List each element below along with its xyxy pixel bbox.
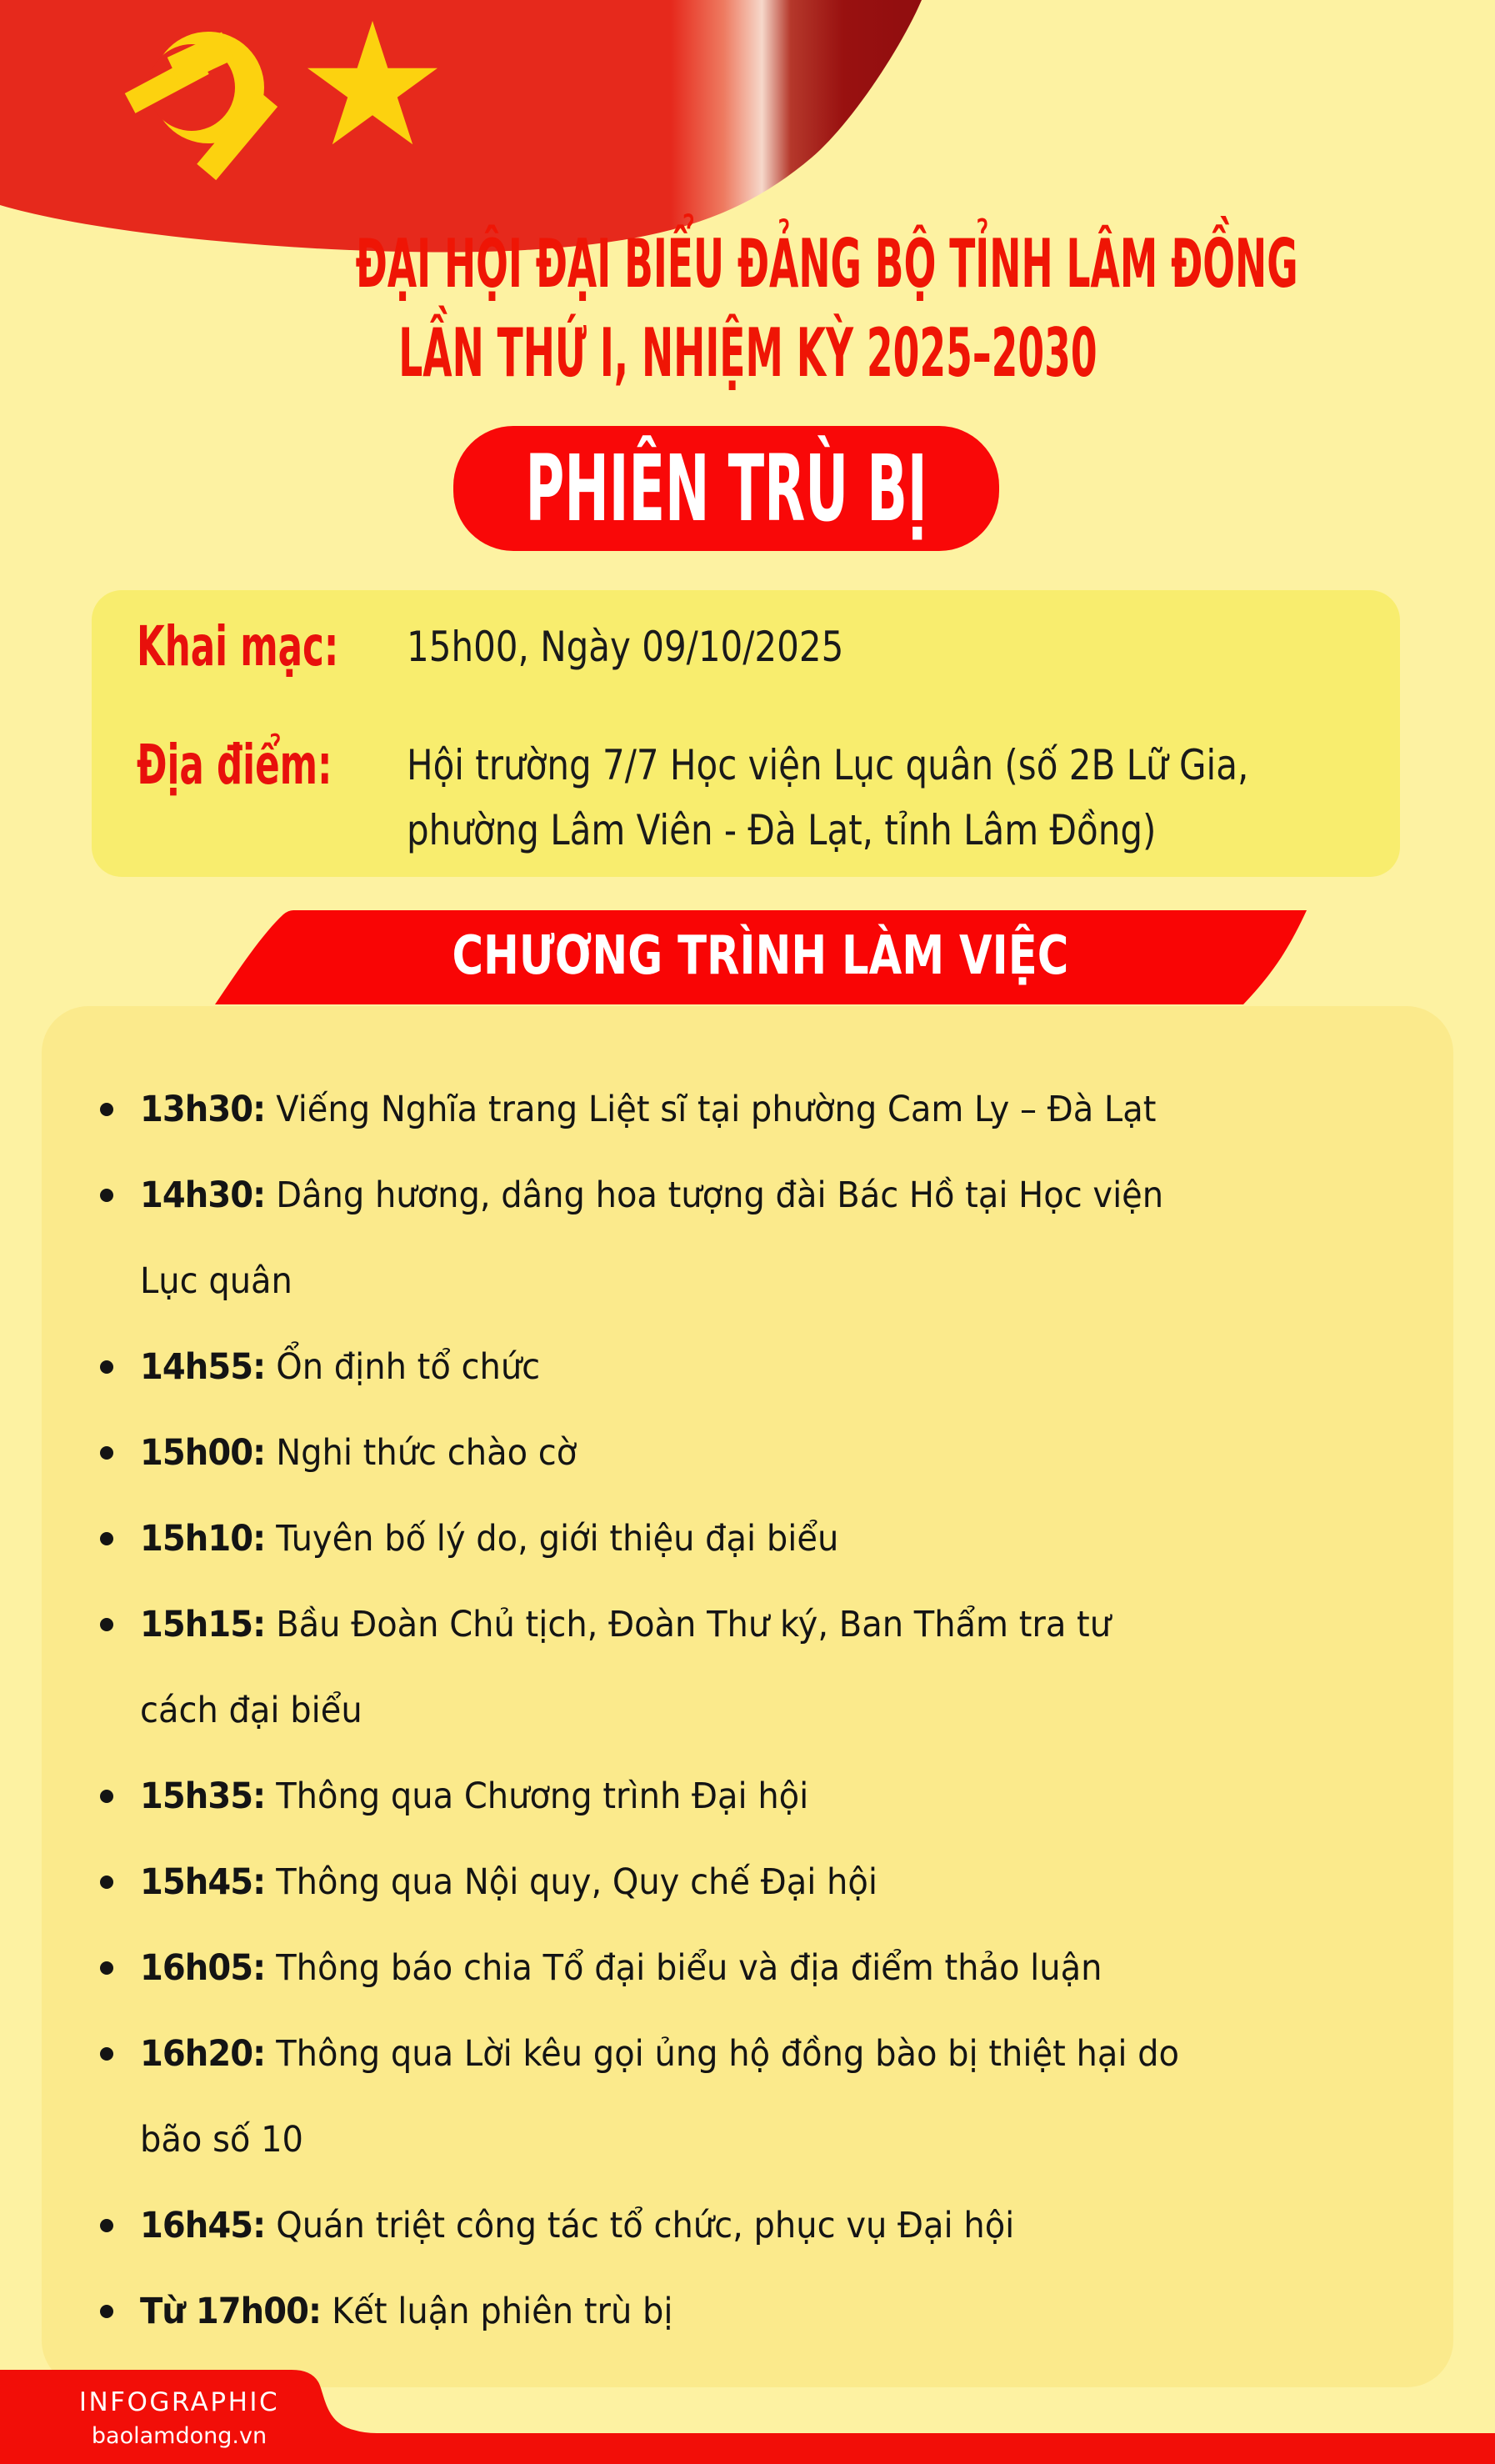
- agenda-item-text2: Lục quân: [140, 1260, 292, 1302]
- bullet-icon: [100, 2047, 113, 2061]
- bullet-icon: [100, 1189, 113, 1202]
- agenda-item-text: Thông qua Nội quy, Quy chế Đại hội: [276, 1861, 878, 1903]
- agenda-item-text: Thông qua Lời kêu gọi ủng hộ đồng bào bị thiệt hại do: [276, 2033, 1180, 2075]
- agenda-item-text: Viếng Nghĩa trang Liệt sĩ tại phường Cam Ly – Đà Lạt: [276, 1089, 1157, 1130]
- agenda-item-1430: [42, 1153, 1453, 1325]
- agenda-item-text: Dâng hương, dâng hoa tượng đài Bác Hồ tại Học viện: [276, 1174, 1164, 1216]
- page-title-line1-text: ĐẠI HỘI ĐẠI BIỂU ĐẢNG BỘ TỈNH LÂM ĐỒNG: [355, 225, 1298, 303]
- bullet-icon: [100, 1790, 113, 1803]
- agenda-item-text: Ổn định tổ chức: [276, 1346, 541, 1388]
- agenda-item-1535: [42, 1754, 1453, 1840]
- page-title-line2-text: LẦN THỨ I, NHIỆM KỲ 2025–2030: [398, 314, 1098, 392]
- agenda-time: 14h30:: [140, 1174, 266, 1216]
- agenda-time: 15h35:: [140, 1775, 266, 1817]
- agenda-heading-text: CHƯƠNG TRÌNH LÀM VIỆC: [452, 925, 1068, 987]
- venue-value: [407, 734, 1248, 862]
- bullet-icon: [100, 1532, 113, 1545]
- agenda-item-1455: [42, 1325, 1453, 1410]
- agenda-time: Từ 17h00:: [140, 2291, 322, 2332]
- agenda-time: 16h05:: [140, 1947, 266, 1989]
- agenda-item-text2: cách đại biểu: [140, 1690, 362, 1731]
- venue-value-line1: Hội trường 7/7 Học viện Lục quân (số 2B Lữ Gia,: [407, 741, 1249, 789]
- agenda-time: 16h45:: [140, 2205, 266, 2246]
- agenda-item-text: Bầu Đoàn Chủ tịch, Đoàn Thư ký, Ban Thẩm tra tư: [276, 1604, 1112, 1645]
- agenda-item-text: Tuyên bố lý do, giới thiệu đại biểu: [276, 1518, 839, 1560]
- opening-time-label: Khai mạc:: [137, 614, 339, 679]
- bullet-icon: [100, 2219, 113, 2232]
- agenda-item-1330: [42, 1067, 1453, 1153]
- agenda-item-text: Thông qua Chương trình Đại hội: [276, 1775, 809, 1817]
- agenda-time: 15h10:: [140, 1518, 266, 1560]
- agenda-time: 14h55:: [140, 1346, 266, 1388]
- agenda-item-1510: [42, 1496, 1453, 1582]
- agenda-item-text: Kết luận phiên trù bị: [332, 2291, 673, 2332]
- agenda-time: 13h30:: [140, 1089, 266, 1130]
- agenda-time: 15h00:: [140, 1432, 266, 1474]
- agenda-item-1605: [42, 1926, 1453, 2011]
- agenda-item-text: Quán triệt công tác tổ chức, phục vụ Đại hội: [276, 2205, 1015, 2246]
- agenda-item-1500: [42, 1410, 1453, 1496]
- agenda-item-text: Thông báo chia Tổ đại biểu và địa điểm thảo luận: [276, 1947, 1102, 1989]
- bullet-icon: [100, 1961, 113, 1975]
- page-title-line1: [0, 218, 1495, 310]
- opening-time-value: 15h00, Ngày 09/10/2025: [407, 623, 844, 671]
- footer-brand: INFOGRAPHIC: [78, 2387, 280, 2417]
- footer-site-url: baolamdong.vn: [91, 2423, 268, 2449]
- bullet-icon: [100, 1446, 113, 1460]
- venue-label: Địa điểm:: [137, 733, 332, 797]
- agenda-item-text2: bão số 10: [140, 2119, 303, 2161]
- agenda-item-1515: [42, 1582, 1453, 1754]
- bullet-icon: [100, 2305, 113, 2318]
- agenda-item-1645: [42, 2183, 1453, 2269]
- bullet-icon: [100, 1360, 113, 1374]
- page-title-line2: [0, 308, 1495, 399]
- agenda-item-text: Nghi thức chào cờ: [276, 1432, 578, 1474]
- flag-swoosh-shape: [0, 0, 922, 253]
- agenda-time: 15h15:: [140, 1604, 266, 1645]
- agenda-item-1620: [42, 2011, 1453, 2183]
- agenda-heading: [260, 910, 1260, 1002]
- agenda-item-1545: [42, 1840, 1453, 1926]
- session-badge: [453, 426, 999, 551]
- agenda-time: 15h45:: [140, 1861, 266, 1903]
- venue-value-line2: phường Lâm Viên - Đà Lạt, tỉnh Lâm Đồng): [407, 806, 1157, 854]
- agenda-time: 16h20:: [140, 2033, 266, 2075]
- event-info-box: [92, 590, 1400, 877]
- bullet-icon: [100, 1103, 113, 1116]
- agenda-box: [42, 1006, 1453, 2387]
- session-badge-label: PHIÊN TRÙ BỊ: [525, 435, 928, 542]
- bullet-icon: [100, 1618, 113, 1631]
- bullet-icon: [100, 1876, 113, 1889]
- agenda-item-1700: [42, 2269, 1453, 2355]
